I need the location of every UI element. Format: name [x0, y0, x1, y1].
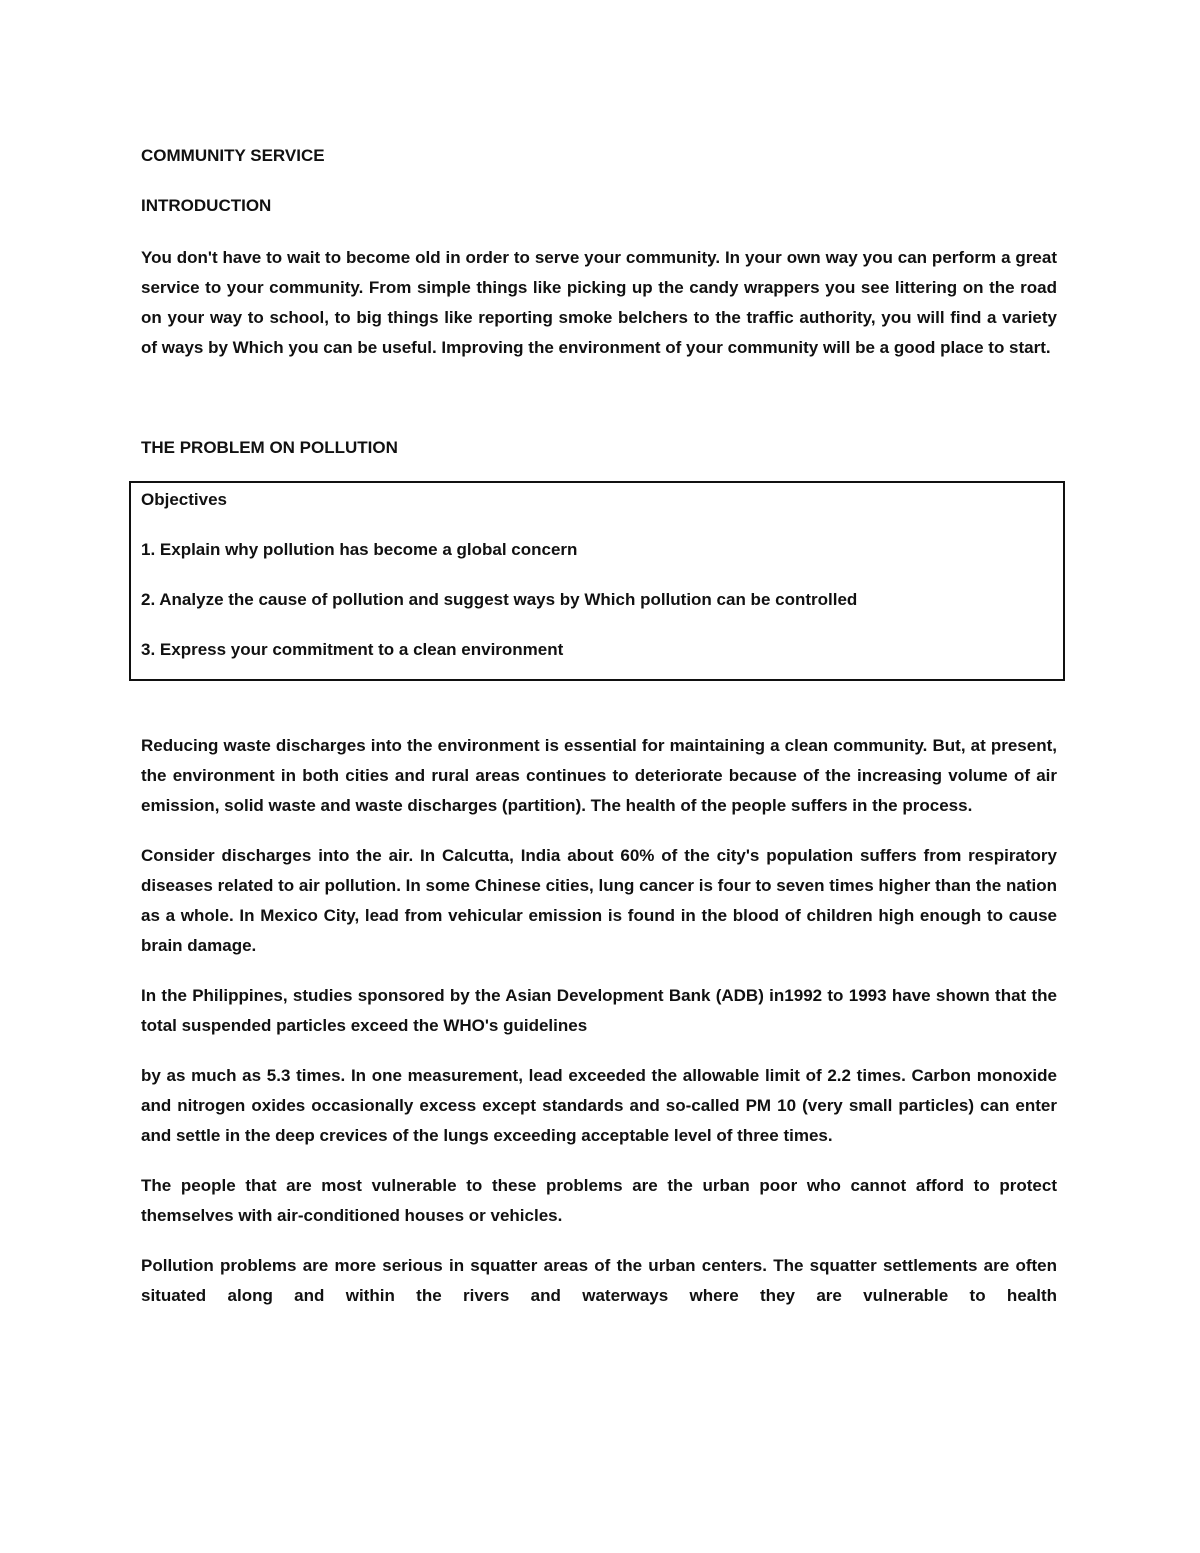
body-paragraph-2: Consider discharges into the air. In Calcutta, India about 60% of the city's population suffers from respiratory diseases related to air pollution. In some Chinese cities, lung cancer is four to seven times higher than the nation as a whole. In Mexico City, lead from vehicular emission is found in the blood of children high enough to cause brain damage. — [141, 846, 1057, 955]
objective-item-3: 3. Express your commitment to a clean environment — [141, 640, 564, 659]
objective-item-1: 1. Explain why pollution has become a global concern — [141, 540, 578, 559]
objectives-heading: Objectives — [141, 490, 227, 509]
section-heading: THE PROBLEM ON POLLUTION — [141, 438, 398, 457]
body-paragraph-1: Reducing waste discharges into the environment is essential for maintaining a clean community. But, at present, the environment in both cities and rural areas continues to deteriorate because of the increasing volume of air emission, solid waste and waste discharges (partition). The health of the people suffers in the process. — [141, 736, 1057, 815]
document-title: COMMUNITY SERVICE — [141, 146, 325, 165]
document-page — [141, 143, 1057, 1311]
body-paragraph-3: In the Philippines, studies sponsored by the Asian Development Bank (ADB) in1992 to 1993 have shown that the total suspended particles exceed the WHO's guidelines — [141, 986, 1057, 1035]
intro-heading: INTRODUCTION — [141, 196, 272, 215]
objectives-box — [129, 481, 1065, 681]
body-paragraph-5: The people that are most vulnerable to these problems are the urban poor who cannot afford to protect themselves with air-conditioned houses or vehicles. — [141, 1176, 1057, 1225]
body-paragraph-6: Pollution problems are more serious in squatter areas of the urban centers. The squatter settlements are often situated along and within the rivers and waterways where they are vulnerable to health — [141, 1256, 1057, 1305]
objective-item-2: 2. Analyze the cause of pollution and suggest ways by Which pollution can be controlled — [141, 590, 858, 609]
intro-paragraph: You don't have to wait to become old in order to serve your community. In your own way you can perform a great service to your community. From simple things like picking up the candy wrappers you see littering on the road on your way to school, to big things like reporting smoke belchers to the traffic authority, you will find a variety of ways by Which you can be useful. Improving the environment of your community will be a good place to start. — [141, 248, 1057, 357]
body-paragraph-4: by as much as 5.3 times. In one measurement, lead exceeded the allowable limit of 2.2 times. Carbon monoxide and nitrogen oxides occasionally excess except standards and so-called PM 10 (very small particles) can enter and settle in the deep crevices of the lungs exceeding acceptable level of three times. — [141, 1066, 1057, 1145]
